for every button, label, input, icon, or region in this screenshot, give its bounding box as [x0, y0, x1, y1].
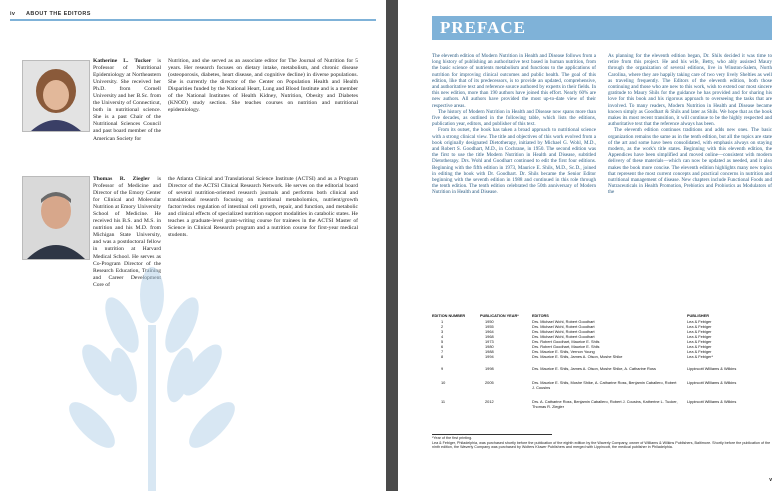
bio-ziegler-part2: the Atlanta Clinical and Translational Science Institute (ACTSI) and as a Program Director of the ACTSI Clinical Research Network. He serves on the editorial board of several nutrition-oriented research journals and performs both clinical and translational research focusing on nutritional metabolomics, nutrient/growth factor/redox regulation of intestinal cell growth, repair, and function, and metabolic and clinical effects of specialized nutrition support modalities in catabolic states. He teaches a graduate-level grant-writing course for trainees in the ACTSI Master of Science in Clinical Research program and a nutrition course for first-year medical students. [168, 176, 358, 239]
header-rule [10, 19, 376, 21]
bio-tucker-part1 [93, 58, 161, 143]
page-number: v [769, 477, 772, 483]
paragraph: The eleventh edition of Modern Nutrition in Health and Disease follows from a long history of publishing an authoritative text based in human nutrition, from the basic science of nutrients metabolism and functions to the applications of nutrition for improving clinical outcomes and public health. The goal of this edition, like that of its predecessors, is to provide an updated, comprehensive, and authoritative text and reference source authored by experts in their fields. In this new edition, more than 190 authors have joined this effort. Nearly 60% are new authors. All authors have provided the most up-to-date view of their respective areas. [432, 53, 596, 109]
preface-column-2 [608, 53, 772, 196]
table-header: EDITORS [532, 314, 549, 318]
footnote: Lea & Febiger, Philadelphia, was purchased shortly before the publication of the eighth edition by the Waverly Company, owner of Williams & Wilkins Publishers, Baltimore. Shortly before the publication of the ninth edition, the Waverly Company was purchased by Wolters Kluwer Publishers and merged with Lippincott, the medical publisher in Philadelphia. [432, 440, 771, 449]
page-title: PREFACE [440, 18, 527, 37]
right-page: PREFACE The eleventh edition of Modern Nutrition in Health and Disease follows from a long history of publishing an authoritative text based in human nutrition, from the basic science of nutrients metabolism and functions to the applications of nutrition for improving clinical outcomes and public health. The goal of this edition, like that of its predecessors, is to provide an updated, comprehensive, and authoritative text and reference source authored by experts in their fields. In this new edition, more than 190 authors have joined this effort. Nearly 60% are new authors. All authors have provided the most up-to-date view of their respective areas. The history of Modern Nutrition in Health and Disease now spans more than five decades, as outlined in the following table, which lists the editions, publication year, editors, and publisher of this text. From its outset, the book has taken a broad approach to nutritional science with a strong clinical view. The title and objectives of this work evolved from a book originally designated Dietotherapy, initiated by Michael G. Wohl, M.D., and Robert S. Goodhart, M.D., in Cochrane, in 1950. The second edition was the first to use the title Modern Nutrition in Health and Disease, subtitled Dietotherapy. Drs. Wohl and Goodhart continued to edit the first four editions. Beginning with the fifth edition in 1973, Maurice E. Shils, M.D., Sc.D., joined in editing the book with Dr. Goodhart. Dr. Shils became the Senior Editor beginning with the seventh edition in 1988 and continued in this role through the tenth edition. The tenth edition celebrated the 50th anniversary of Modern Nutrition in Health and Disease. As planning for the eleventh edition began, Dr. Shils decided it was time to retire from this project. He and his wife, Betty, who ably assisted Maury through the organization of several editions, live in Winston-Salem, North Carolina, where they are happily taking care of two very lively Shelties as well as traveling frequently. The Editors of the eleventh edition, both those continuing and those who are new to this work, wish to extend our most sincere gratitude to Maury Shils for the guidance he has provided and for sharing his love for this book and his rigorous approach to overseeing the tasks that are involved. To many readers, Modern Nutrition in Health and Disease became known simply as Goodhart & Shils and later as Shils. We hope that as the book makes its most recent transition, it will continue to be the highly respected and authoritative text that the reference always has been. The eleventh edition continues traditions and adds new ones. The basic organization remains the same as in the tenth edition, but all the topics are state of the art and some have been consolidated, with emphasis always on staying modern, as the work's title states. Beginning with this eleventh edition, the Appendices have been simplified and moved online—consistent with modern delivery of these materials—which can now be updated as needed, and it also makes the book more concise. The eleventh edition highlights many new topics that represent the most current concepts and practical concerns in nutrition and nutritional management of disease. New chapters include Functional Foods and Nutraceuticals in Health Promotion, Prebiotics and Probiotics as Modulators of the EDITION NUMBER PUBLICATION YEAR* EDITORS PUBLISHER 1 1950 Drs. Michael Wohl, Robert Goodhart Lea & Febiger 2 1955 Drs. Michael Wohl, Robert Goodhart Lea & Febiger 3 1964 Drs. Michael Wohl, Robert Goodhart Lea & Febiger 4 1968 Drs. Michael Wohl, Robert Goodhart Lea & Febiger 5 1973 Drs. Robert Goodhart, Maurice E. Shils Lea & Febiger 6 1980 Drs. Robert Goodhart, Maurice E. Shils Lea & Febiger 7 1988 Drs. Maurice E. Shils, Vernon Young Lea & Febiger 8 1994 Drs. Maurice E. Shils, James A. Olson, Moshe Shike Lea & Febiger* 9 1998 Drs. Maurice E. Shils, James A. Olson, Moshe Shike, A. Catharine Ross Lippincott Williams & Wilkins 10 2005 Drs. Maurice E. Shils, Moshe Shike, A. Catharine Ross, Benjamin Caballero, Robert J. Cousins Lippincott Williams & Wilkins 11 2012 Drs. A. Catharine Ross, Benjamin Caballero, Robert J. Cousins, Katherine L. Tucker, Thomas R. Ziegler Lippincott Williams & Wilkins *Year of the first printing. Lea & Febiger, Philadelphia, was purchased shortly before the publication of the eighth edition by the Waverly Company, owner of Williams & Wilkins Publishers, Baltimore. Shortly before the publication of the ninth edition, the Waverly Company was purchased by Wolters Kluwer Publishers and merged with Lippincott, the medical publisher in Philadelphia. v [398, 0, 782, 491]
paragraph: The history of Modern Nutrition in Health and Disease now spans more than five decades, as outlined in the following table, which lists the editions, publication year, editors, and publisher of this text. [432, 108, 596, 128]
paragraph: As planning for the eleventh edition began, Dr. Shils decided it was time to retire from this project. He and his wife, Betty, who ably assisted Maury through the organization of several editions, live in Winston-Salem, North Carolina, where they are happily taking care of two very lively Shelties as well as traveling frequently. The Editors of the eleventh edition, both those continuing and those who are new to this work, wish to extend our most sincere gratitude to Maury Shils for the guidance he has provided and for sharing his love for this book and his rigorous approach to overseeing the tasks that are involved. To many readers, Modern Nutrition in Health and Disease became known simply as Goodhart & Shils and later as Shils. We hope that as the book makes its most recent transition, it will continue to be the highly respected and authoritative text that the reference always has been. [608, 53, 772, 128]
bio-name: Thomas R. Ziegler [93, 176, 150, 182]
table-header: PUBLICATION YEAR* [480, 314, 519, 318]
wheat-watermark-icon [62, 255, 242, 491]
portrait-photo-tucker [22, 60, 90, 132]
table-header: EDITION NUMBER [432, 314, 466, 318]
footnote-rule [432, 434, 552, 435]
portrait-photo-ziegler [22, 176, 90, 260]
preface-banner [432, 16, 772, 40]
section-title: ABOUT THE EDITORS [26, 11, 91, 17]
paragraph: From its outset, the book has taken a broad approach to nutritional science with a strong clinical view. The title and objectives of this work evolved from a book originally designated Dietotherapy, initiated by Michael G. Wohl, M.D., and Robert S. Goodhart, M.D., in Cochrane, in 1950. The second edition was the first to use the title Modern Nutrition in Health and Disease, subtitled Dietotherapy. Drs. Wohl and Goodhart continued to edit the first four editions. Beginning with the fifth edition in 1973, Maurice E. Shils, M.D., Sc.D., joined in editing the book with Dr. Goodhart. Dr. Shils became the Senior Editor beginning with the seventh edition in 1988 and continued in this role through the tenth edition. The tenth edition celebrated the 50th anniversary of Modern Nutrition in Health and Disease. [432, 127, 596, 196]
preface-column-1 [432, 53, 596, 196]
footnotes [432, 436, 772, 450]
bio-text: is Professor of Medicine and Director of the Emory Center for Clinical and Molecular Nutrition at Emory University School of Medicine. He received his B.S. and M.S. in nutrition and his M.D. from Michigan State University, and was a postdoctoral fellow in nutrition at Harvard Medical School. He serves as Co-Program Director of the Research Education, Training and Career Development Core of [93, 176, 162, 288]
page-number: iv [10, 11, 16, 17]
paragraph: The eleventh edition continues traditions and adds new ones. The basic organization remains the same as in the tenth edition, but all the topics are state of the art and some have been consolidated, with emphasis always on staying modern, as the work's title states. Beginning with this eleventh edition, the Appendices have been simplified and moved online—consistent with modern delivery of these materials—which can now be updated as needed, and it also makes the book more concise. The eleventh edition highlights many new topics that represent the most current concepts and practical concerns in nutrition and nutritional management of disease. New chapters include Functional Foods and Nutraceuticals in Health Promotion, Prebiotics and Probiotics as Modulators of the [608, 127, 772, 196]
footnote: *Year of the first printing. [432, 436, 473, 440]
bio-name: Katherine L. Tucker [93, 58, 152, 64]
left-page [0, 0, 386, 491]
table-header: PUBLISHER [687, 314, 709, 318]
bio-tucker-part2: Nutrition, and she served as an associate editor for The Journal of Nutrition for 5 years. Her research focuses on dietary intake, metabolism, and chronic disease (osteoporosis, diabetes, heart disease, and cognitive decline) in diverse populations. She is currently the director of the Center on Population Health and Health Disparities funded by the National Heart, Lung and Blood Institute and is a member of the National Institutes of Health Kidney, Nutrition, Obesity and Diabetes (KNOD) study section. She teaches courses on nutrition and nutritional epidemiology. [168, 58, 358, 114]
bio-text: is Professor of Nutritional Epidemiology at Northeastern University. She received her Ph.D. from Cornell University and her B.Sc. from the University of Connecticut, both in nutritional science. She is a past Chair of the Nutritional Sciences Council and past board member of the American Society for [93, 58, 161, 142]
